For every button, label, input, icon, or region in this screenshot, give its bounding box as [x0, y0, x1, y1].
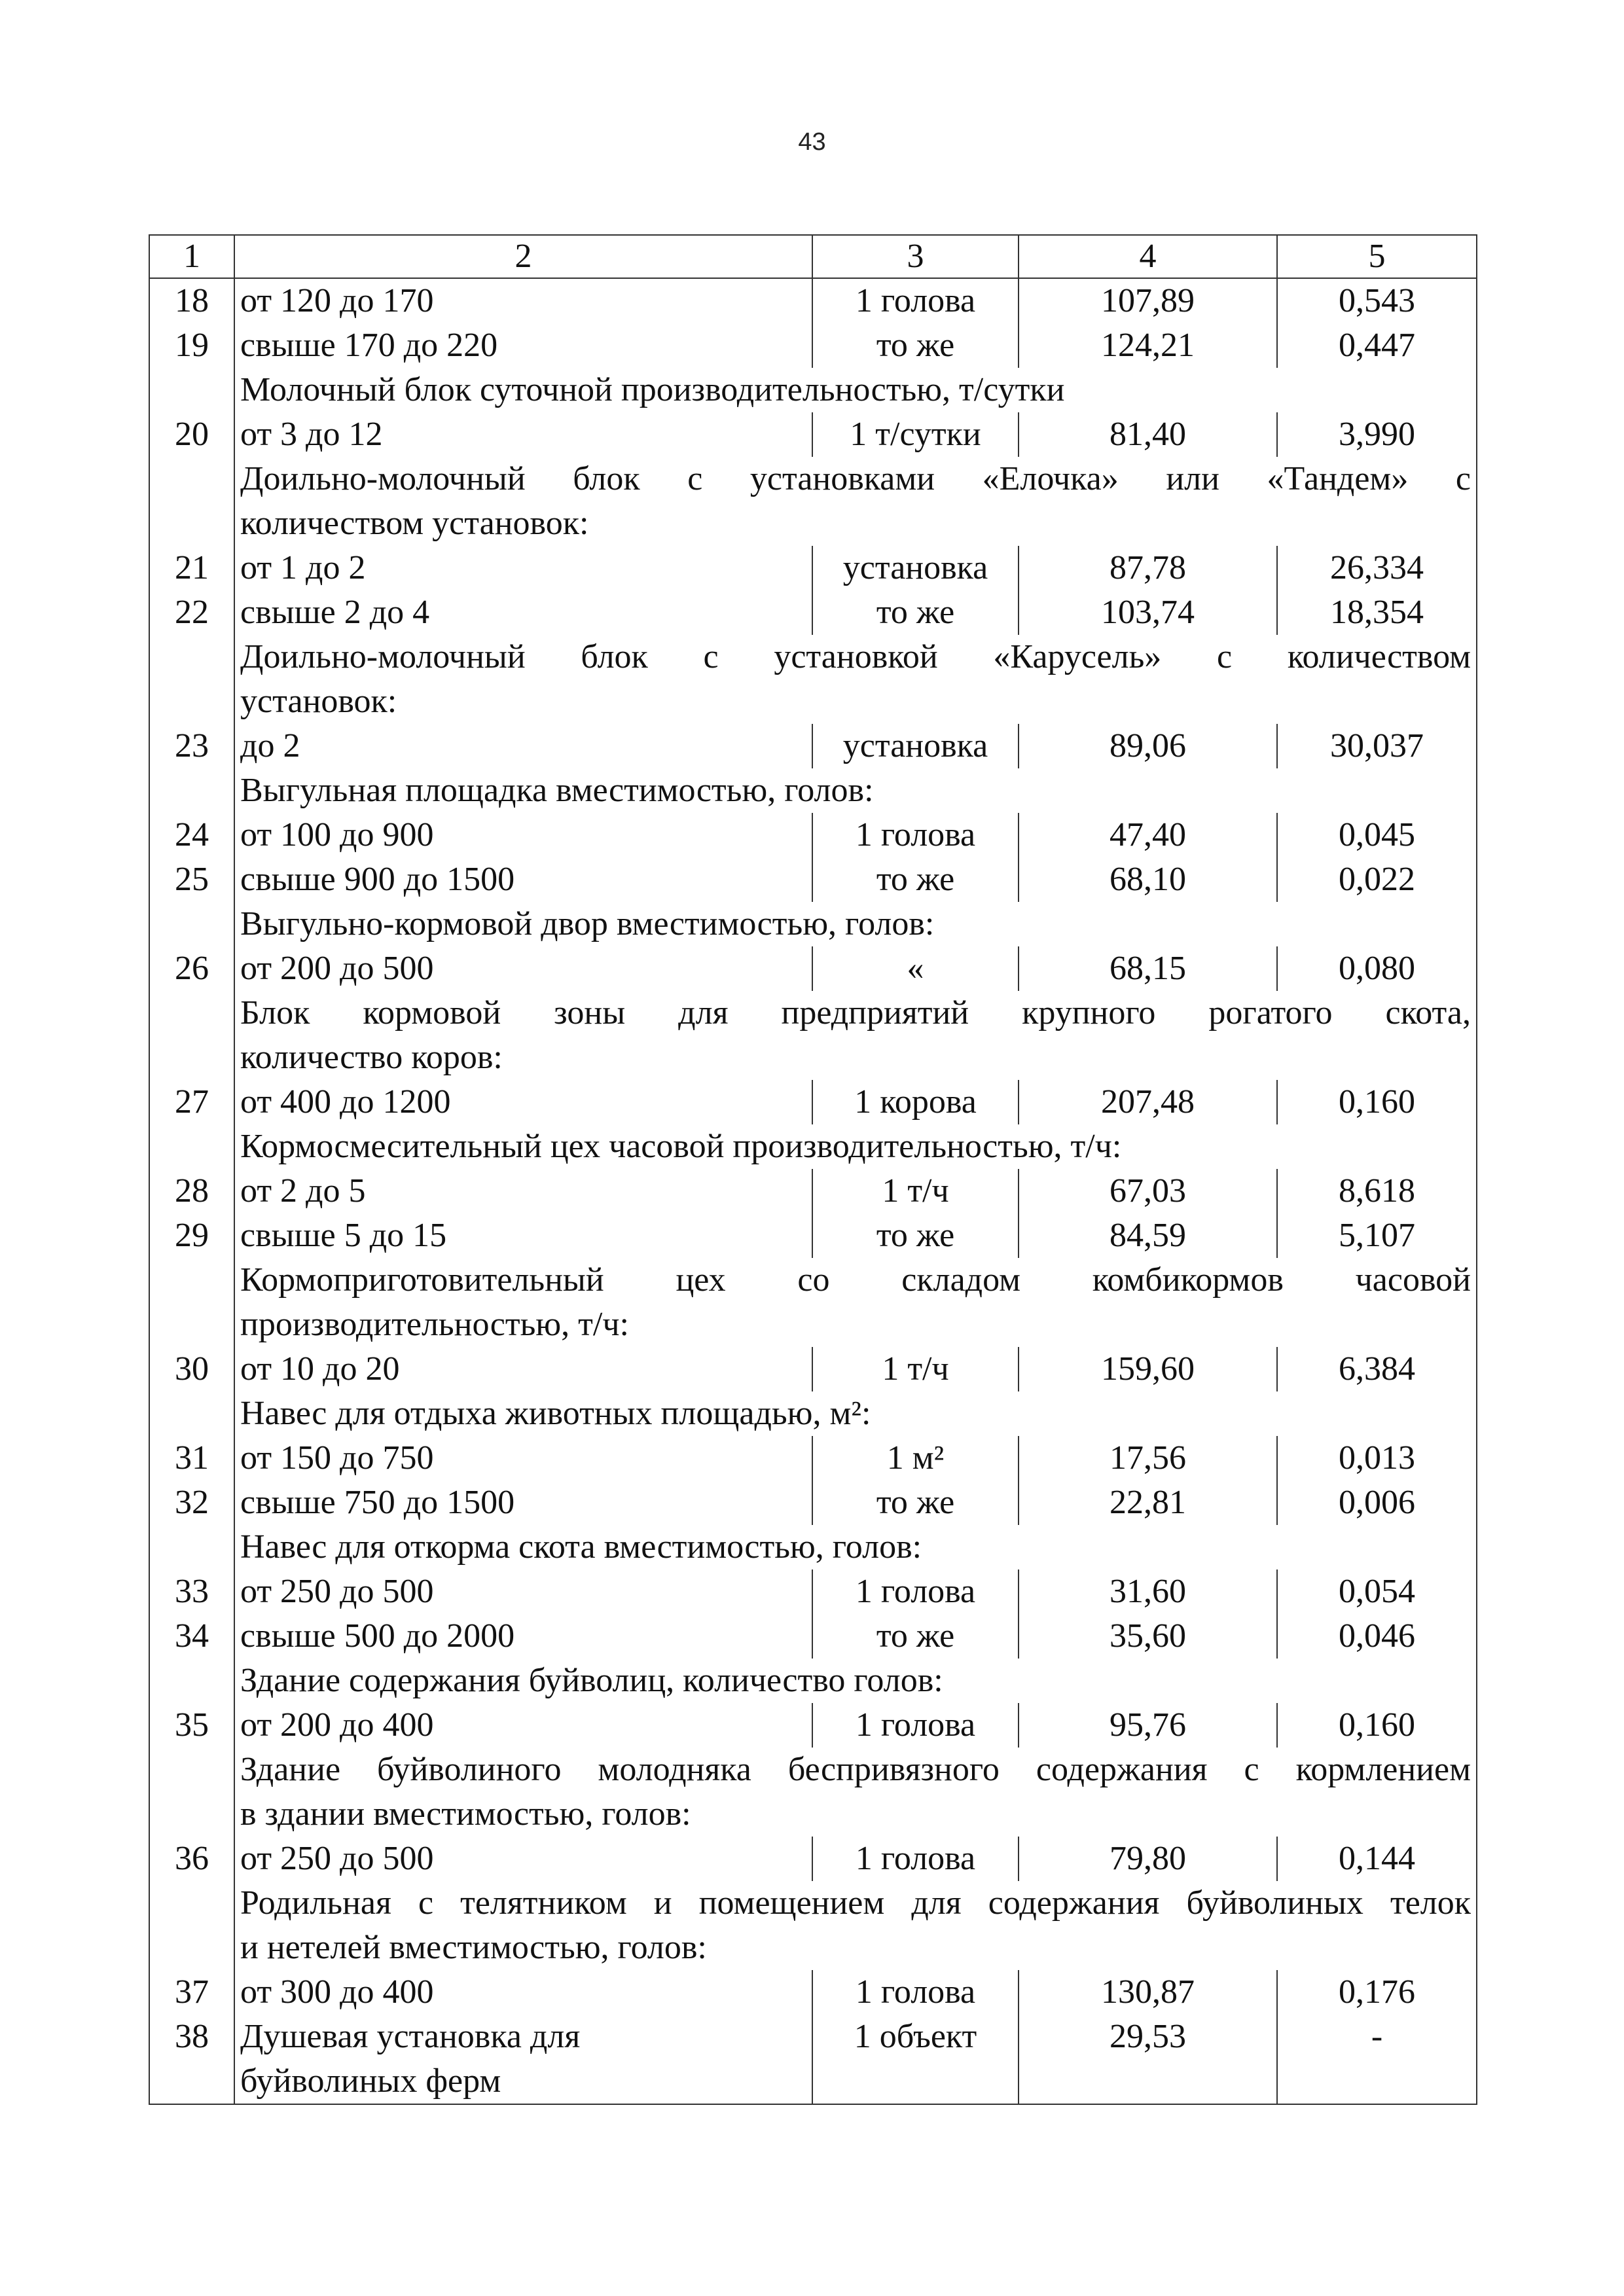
- row-value-4: 67,03: [1019, 1169, 1277, 1213]
- section-heading-text: Выгульно-кормовой двор вместимостью, голов:: [234, 902, 1477, 946]
- row-value-4: 95,76: [1019, 1703, 1277, 1748]
- row-name: от 400 до 1200: [234, 1080, 812, 1124]
- row-number: 29: [149, 1213, 234, 1258]
- page-number: 43: [798, 128, 826, 156]
- row-number: 30: [149, 1347, 234, 1391]
- section-heading-text: установок:: [234, 679, 1477, 724]
- row-number-empty: [149, 1525, 234, 1570]
- table-row: [149, 1570, 1477, 1614]
- row-unit: 1 объект: [812, 2015, 1019, 2059]
- table-row: [149, 1614, 1477, 1659]
- row-value-5: 0,144: [1277, 1837, 1477, 1881]
- row-name-continuation: буйволиных ферм: [234, 2059, 812, 2104]
- row-number-empty: [149, 1124, 234, 1169]
- section-heading-text: Здание содержания буйволиц, количество голов:: [234, 1659, 1477, 1703]
- section-heading-row: [149, 1124, 1477, 1169]
- row-unit-empty: [812, 2059, 1019, 2104]
- row-number-empty: [149, 501, 234, 546]
- row-value-4: 68,15: [1019, 946, 1277, 991]
- row-value-4: 47,40: [1019, 813, 1277, 857]
- row-unit: то же: [812, 323, 1019, 368]
- section-heading-text: Молочный блок суточной производительностью, т/сутки: [234, 368, 1477, 412]
- section-heading-text: в здании вместимостью, голов:: [234, 1792, 1477, 1837]
- row-number: 22: [149, 590, 234, 635]
- row-number: 25: [149, 857, 234, 902]
- row-value-4: 31,60: [1019, 1570, 1277, 1614]
- row-value-5: 26,334: [1277, 546, 1477, 590]
- row-name: до 2: [234, 724, 812, 768]
- section-heading-text: количеством установок:: [234, 501, 1477, 546]
- table-row: [149, 946, 1477, 991]
- row-value-4: 103,74: [1019, 590, 1277, 635]
- row-value-5: 0,046: [1277, 1614, 1477, 1659]
- row-number: 36: [149, 1837, 234, 1881]
- table-row: [149, 1436, 1477, 1480]
- table-row: [149, 857, 1477, 902]
- row-name: от 10 до 20: [234, 1347, 812, 1391]
- row-number: 33: [149, 1570, 234, 1614]
- header-col-1: 1: [149, 235, 234, 278]
- row-unit: установка: [812, 724, 1019, 768]
- section-heading-text: Здание буйволиного молодняка беспривязного содержания с кормлением: [234, 1748, 1477, 1792]
- table-row: [149, 1703, 1477, 1748]
- row-number-empty: [149, 1258, 234, 1302]
- row-value-5: 3,990: [1277, 412, 1477, 457]
- table-row: [149, 412, 1477, 457]
- row-name: от 2 до 5: [234, 1169, 812, 1213]
- row-value-4: 22,81: [1019, 1480, 1277, 1525]
- section-heading-text: Родильная с телятником и помещением для содержания буйволиных телок: [234, 1881, 1477, 1926]
- row-number: 31: [149, 1436, 234, 1480]
- header-col-2: 2: [234, 235, 812, 278]
- section-heading-row: [149, 635, 1477, 679]
- row-unit: 1 голова: [812, 1970, 1019, 2015]
- row-value-4: 130,87: [1019, 1970, 1277, 2015]
- row-unit: то же: [812, 1213, 1019, 1258]
- row-value-5-empty: [1277, 2059, 1477, 2104]
- section-heading-text: Кормосмесительный цех часовой производительностью, т/ч:: [234, 1124, 1477, 1169]
- section-heading-row: [149, 768, 1477, 813]
- row-name: от 200 до 500: [234, 946, 812, 991]
- row-number-empty: [149, 1302, 234, 1347]
- section-heading-text: Доильно-молочный блок с установкой «Карусель» с количеством: [234, 635, 1477, 679]
- table-row: [149, 1837, 1477, 1881]
- section-heading-text: количество коров:: [234, 1035, 1477, 1080]
- row-unit: установка: [812, 546, 1019, 590]
- row-value-5: 0,176: [1277, 1970, 1477, 2015]
- row-value-5: -: [1277, 2015, 1477, 2059]
- row-unit: 1 т/сутки: [812, 412, 1019, 457]
- section-heading-row: [149, 368, 1477, 412]
- row-unit: 1 голова: [812, 813, 1019, 857]
- table-row: [149, 813, 1477, 857]
- section-heading-row: [149, 501, 1477, 546]
- section-heading-text: Блок кормовой зоны для предприятий крупного рогатого скота,: [234, 991, 1477, 1035]
- row-number: 34: [149, 1614, 234, 1659]
- section-heading-row: [149, 1302, 1477, 1347]
- row-value-4: 84,59: [1019, 1213, 1277, 1258]
- section-heading-text: Доильно-молочный блок с установками «Елочка» или «Тандем» с: [234, 457, 1477, 501]
- section-heading-row: [149, 991, 1477, 1035]
- row-number: 19: [149, 323, 234, 368]
- section-heading-text: производительностью, т/ч:: [234, 1302, 1477, 1347]
- row-value-5: 5,107: [1277, 1213, 1477, 1258]
- row-value-4: 17,56: [1019, 1436, 1277, 1480]
- row-unit: 1 т/ч: [812, 1347, 1019, 1391]
- row-value-5: 0,447: [1277, 323, 1477, 368]
- row-value-5: 0,006: [1277, 1480, 1477, 1525]
- row-name: от 100 до 900: [234, 813, 812, 857]
- row-number-empty: [149, 1391, 234, 1436]
- table-row: [149, 724, 1477, 768]
- row-value-5: 6,384: [1277, 1347, 1477, 1391]
- header-col-4: 4: [1019, 235, 1277, 278]
- row-number: 24: [149, 813, 234, 857]
- header-col-3: 3: [812, 235, 1019, 278]
- row-number: 28: [149, 1169, 234, 1213]
- table-row: [149, 1080, 1477, 1124]
- row-name: от 120 до 170: [234, 278, 812, 323]
- row-number-empty: [149, 902, 234, 946]
- table-row: [149, 1480, 1477, 1525]
- row-value-5: 0,013: [1277, 1436, 1477, 1480]
- table-header-row: [149, 235, 1477, 278]
- section-heading-text: Кормоприготовительный цех со складом комбикормов часовой: [234, 1258, 1477, 1302]
- table-row: [149, 1169, 1477, 1213]
- table-row: [149, 546, 1477, 590]
- section-heading-text: Навес для откорма скота вместимостью, голов:: [234, 1525, 1477, 1570]
- row-name: от 300 до 400: [234, 1970, 812, 2015]
- row-value-5: 18,354: [1277, 590, 1477, 635]
- row-value-4: 87,78: [1019, 546, 1277, 590]
- row-name: свыше 2 до 4: [234, 590, 812, 635]
- row-number: 35: [149, 1703, 234, 1748]
- table-row: [149, 1213, 1477, 1258]
- section-heading-row: [149, 1258, 1477, 1302]
- table-row: [149, 278, 1477, 323]
- section-heading-row: [149, 1792, 1477, 1837]
- section-heading-row: [149, 1035, 1477, 1080]
- row-value-5: 0,080: [1277, 946, 1477, 991]
- row-number-empty: [149, 1748, 234, 1792]
- row-unit: «: [812, 946, 1019, 991]
- row-unit: 1 голова: [812, 1703, 1019, 1748]
- row-unit: 1 голова: [812, 1837, 1019, 1881]
- row-name: свыше 170 до 220: [234, 323, 812, 368]
- row-value-4-empty: [1019, 2059, 1277, 2104]
- row-number-empty: [149, 635, 234, 679]
- row-number-empty: [149, 1659, 234, 1703]
- section-heading-text: и нетелей вместимостью, голов:: [234, 1926, 1477, 1970]
- header-col-5: 5: [1277, 235, 1477, 278]
- row-name: от 200 до 400: [234, 1703, 812, 1748]
- row-number: 20: [149, 412, 234, 457]
- row-value-5: 0,022: [1277, 857, 1477, 902]
- row-number: 32: [149, 1480, 234, 1525]
- row-name: от 1 до 2: [234, 546, 812, 590]
- row-value-4: 79,80: [1019, 1837, 1277, 1881]
- section-heading-row: [149, 1659, 1477, 1703]
- table-row-continuation: [149, 2059, 1477, 2104]
- row-unit: 1 м²: [812, 1436, 1019, 1480]
- row-unit: то же: [812, 590, 1019, 635]
- row-number-empty: [149, 1926, 234, 1970]
- row-unit: 1 голова: [812, 278, 1019, 323]
- row-value-4: 207,48: [1019, 1080, 1277, 1124]
- row-unit: то же: [812, 1614, 1019, 1659]
- section-heading-row: [149, 902, 1477, 946]
- row-name: Душевая установка для: [234, 2015, 812, 2059]
- row-unit: 1 т/ч: [812, 1169, 1019, 1213]
- row-number: 37: [149, 1970, 234, 2015]
- row-value-4: 89,06: [1019, 724, 1277, 768]
- row-number-empty: [149, 1792, 234, 1837]
- table-row: [149, 590, 1477, 635]
- row-value-4: 159,60: [1019, 1347, 1277, 1391]
- row-number: 26: [149, 946, 234, 991]
- row-value-4: 35,60: [1019, 1614, 1277, 1659]
- row-number-empty: [149, 679, 234, 724]
- table-row: [149, 2015, 1477, 2059]
- table-row: [149, 323, 1477, 368]
- row-name: от 250 до 500: [234, 1570, 812, 1614]
- row-name: от 250 до 500: [234, 1837, 812, 1881]
- row-name: от 3 до 12: [234, 412, 812, 457]
- row-name: свыше 5 до 15: [234, 1213, 812, 1258]
- row-value-4: 29,53: [1019, 2015, 1277, 2059]
- row-number: 18: [149, 278, 234, 323]
- row-value-5: 0,543: [1277, 278, 1477, 323]
- row-number-empty: [149, 1881, 234, 1926]
- section-heading-row: [149, 1748, 1477, 1792]
- row-number: 27: [149, 1080, 234, 1124]
- row-name: свыше 750 до 1500: [234, 1480, 812, 1525]
- row-number-empty: [149, 768, 234, 813]
- row-number-empty: [149, 2059, 234, 2104]
- section-heading-row: [149, 1391, 1477, 1436]
- row-value-5: 0,054: [1277, 1570, 1477, 1614]
- row-number: 21: [149, 546, 234, 590]
- row-value-4: 124,21: [1019, 323, 1277, 368]
- row-value-5: 0,160: [1277, 1703, 1477, 1748]
- section-heading-row: [149, 1926, 1477, 1970]
- row-value-4: 68,10: [1019, 857, 1277, 902]
- section-heading-text: Выгульная площадка вместимостью, голов:: [234, 768, 1477, 813]
- table-row: [149, 1347, 1477, 1391]
- section-heading-row: [149, 457, 1477, 501]
- row-value-5: 0,160: [1277, 1080, 1477, 1124]
- row-unit: то же: [812, 857, 1019, 902]
- row-number-empty: [149, 368, 234, 412]
- row-name: свыше 900 до 1500: [234, 857, 812, 902]
- row-number-empty: [149, 457, 234, 501]
- row-number-empty: [149, 1035, 234, 1080]
- row-number: 38: [149, 2015, 234, 2059]
- row-value-4: 81,40: [1019, 412, 1277, 457]
- table-row: [149, 1970, 1477, 2015]
- row-value-5: 30,037: [1277, 724, 1477, 768]
- row-number: 23: [149, 724, 234, 768]
- row-value-4: 107,89: [1019, 278, 1277, 323]
- row-unit: 1 голова: [812, 1570, 1019, 1614]
- row-value-5: 8,618: [1277, 1169, 1477, 1213]
- section-heading-row: [149, 1881, 1477, 1926]
- row-number-empty: [149, 991, 234, 1035]
- row-unit: 1 корова: [812, 1080, 1019, 1124]
- row-value-5: 0,045: [1277, 813, 1477, 857]
- section-heading-row: [149, 1525, 1477, 1570]
- cost-norms-table: [149, 234, 1477, 2105]
- row-name: от 150 до 750: [234, 1436, 812, 1480]
- section-heading-row: [149, 679, 1477, 724]
- row-unit: то же: [812, 1480, 1019, 1525]
- section-heading-text: Навес для отдыха животных площадью, м²:: [234, 1391, 1477, 1436]
- row-name: свыше 500 до 2000: [234, 1614, 812, 1659]
